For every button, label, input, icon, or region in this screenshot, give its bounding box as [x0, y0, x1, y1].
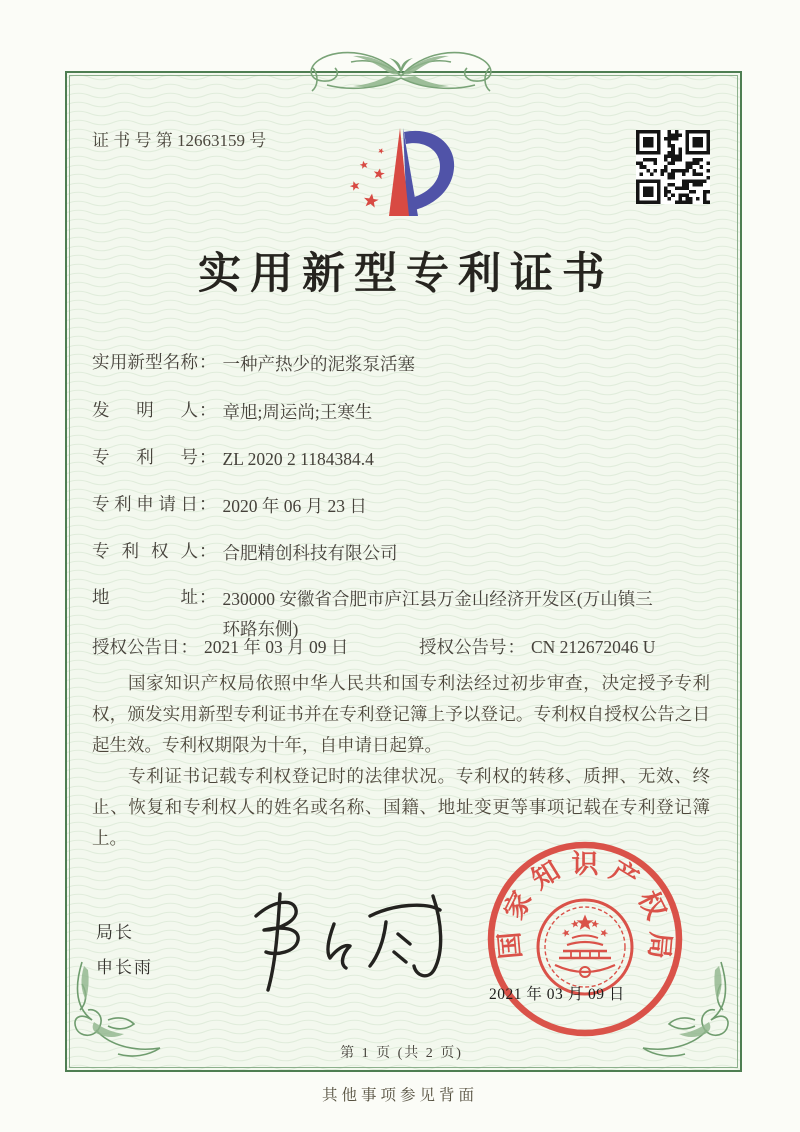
grant-no-label: 授权公告号 — [419, 637, 507, 657]
field-colon: ： — [180, 637, 198, 657]
grant-date-label: 授权公告日 — [92, 637, 180, 657]
cnipa-logo — [344, 124, 460, 219]
field-label: 实用新型名称 — [92, 352, 198, 372]
field-row-inventors — [92, 397, 732, 427]
legal-text — [92, 668, 710, 854]
field-row-name — [92, 349, 732, 379]
back-side-note: 其他事项参见背面 — [321, 1087, 478, 1104]
field-label: 地址 — [92, 587, 198, 607]
field-row-filing-date — [92, 491, 732, 521]
legal-paragraph-2: 专利证书记载专利权登记时的法律状况。专利权的转移、质押、无效、终止、恢复和专利权人的姓名或名称、国籍、地址变更等事项记载在专利登记簿上。 — [92, 766, 710, 848]
field-colon: ： — [507, 637, 525, 657]
seal-date: 2021 年 03 月 09 日 — [489, 986, 625, 1003]
official-seal — [482, 836, 688, 1042]
field-value: 2020 年 06 月 23 日 — [222, 496, 367, 516]
field-label: 发明人 — [92, 400, 198, 420]
field-row-grant — [92, 634, 732, 659]
qr-code — [636, 130, 710, 204]
field-colon: ： — [199, 494, 217, 514]
field-colon: ： — [199, 587, 217, 607]
signature-handwriting — [228, 886, 463, 998]
page-number: 第 1 页 (共 2 页) — [340, 1046, 463, 1061]
signer-title: 局长 — [96, 923, 134, 942]
field-colon: ： — [199, 447, 217, 467]
field-colon: ： — [199, 352, 217, 372]
field-label: 专利权人 — [92, 541, 198, 561]
certificate-title: 实用新型专利证书 — [198, 251, 614, 298]
field-colon: ： — [199, 400, 217, 420]
top-flourish-ornament — [283, 44, 519, 96]
grant-date-value: 2021 年 03 月 09 日 — [204, 637, 349, 657]
field-value: 合肥精创科技有限公司 — [222, 543, 398, 563]
certificate-number: 证 书 号 第 12663159 号 — [92, 131, 267, 150]
signer-name: 申长雨 — [96, 958, 153, 977]
field-colon: ： — [199, 541, 217, 561]
field-value: 一种产热少的泥浆泵活塞 — [222, 354, 415, 374]
field-row-patent-no — [92, 444, 732, 474]
legal-paragraph-1: 国家知识产权局依照中华人民共和国专利法经过初步审查，决定授予专利权，颁发实用新型专利证书并在专利登记簿上予以登记。专利权自授权公告之日起生效。专利权期限为十年，自申请日起算。 — [92, 673, 710, 755]
field-label: 专利号 — [92, 447, 198, 467]
field-value: 230000 安徽省合肥市庐江县万金山经济开发区(万山镇三环路东侧) — [222, 589, 653, 639]
grant-no-value: CN 212672046 U — [531, 637, 656, 657]
scan-edge-shadow — [0, 0, 12, 1132]
field-label: 专利申请日 — [92, 494, 198, 514]
seal-agency-text: 国家知识产权局 — [494, 848, 676, 961]
field-row-patentee — [92, 538, 732, 568]
field-value: ZL 2020 2 1184384.4 — [222, 449, 374, 469]
seal-national-emblem — [538, 900, 632, 994]
field-value: 章旭;周运尚;王寒生 — [222, 402, 373, 422]
